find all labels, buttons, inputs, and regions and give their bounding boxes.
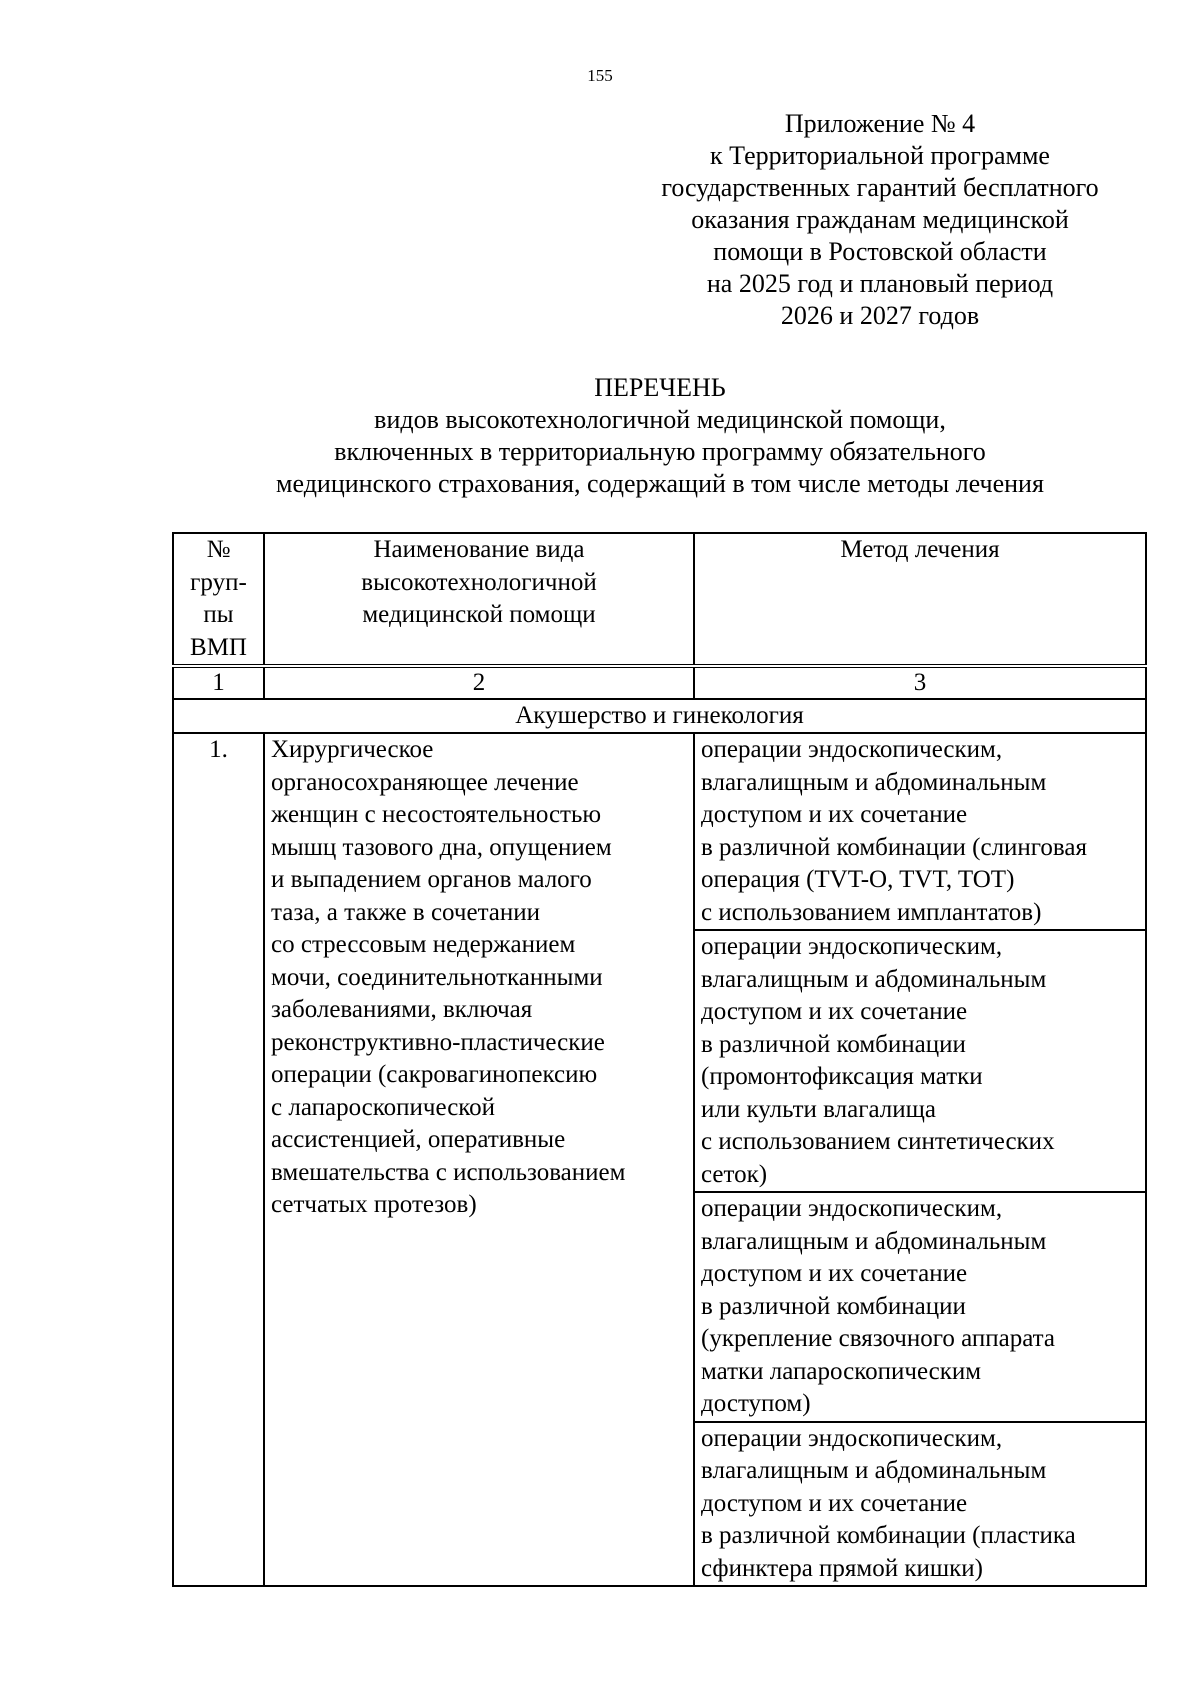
appendix-line: помощи в Ростовской области (713, 237, 1047, 266)
method-line: сфинктера прямой кишки) (701, 1554, 983, 1582)
vmp-name-line: вмешательства с использованием (271, 1158, 626, 1186)
method-line: операции эндоскопическим, (701, 1195, 1003, 1222)
appendix-line: оказания гражданам медицинской (691, 205, 1069, 234)
appendix-line: Приложение № 4 (784, 109, 976, 138)
method-line: с использованием синтетических (701, 1128, 1055, 1155)
header-vmp-name (264, 533, 694, 666)
vmp-name-line: женщин с несостоятельностью (271, 801, 602, 828)
vmp-name-line: заболеваниями, включая (271, 996, 533, 1023)
page-number: 155 (587, 66, 613, 85)
section-row (173, 699, 1146, 733)
method-line: влагалищным и абдоминальным (701, 965, 1047, 993)
group-number: 1. (173, 733, 264, 1586)
method-line: доступом) (701, 1390, 811, 1417)
vmp-name-line: со стрессовым недержанием (271, 931, 576, 958)
vmp-name-line: мышц тазового дна, опущением (271, 833, 612, 861)
appendix-line: к Территориальной программе (710, 141, 1050, 170)
method-line: (укрепление связочного аппарата (701, 1325, 1056, 1352)
title-heading: ПЕРЕЧЕНЬ (594, 373, 726, 402)
vmp-table (172, 532, 1147, 1587)
vmp-name-line: реконструктивно-пластические (271, 1028, 605, 1056)
method-line: в различной комбинации (701, 1030, 966, 1058)
column-number: 3 (694, 666, 1146, 699)
method-line: матки лапароскопическим (701, 1357, 982, 1385)
vmp-name-line: и выпадением органов малого (271, 866, 592, 893)
method-cell (694, 1422, 1146, 1587)
title-line: видов высокотехнологичной медицинской помощи, (374, 405, 946, 434)
vmp-name-line: с лапароскопической (271, 1093, 496, 1121)
appendix-line: на 2025 год и плановый период (706, 269, 1054, 298)
header-text: высокотехнологичной (361, 568, 597, 596)
header-text: медицинской помощи (362, 601, 596, 628)
column-number: 1 (173, 666, 264, 699)
method-line: в различной комбинации (слинговая (701, 833, 1087, 861)
vmp-name-line: ассистенцией, оперативные (271, 1126, 566, 1153)
method-line: операции эндоскопическим, (701, 933, 1003, 960)
column-number: 2 (264, 666, 694, 699)
document-title (0, 372, 1200, 500)
header-text: Метод лечения (840, 536, 1000, 563)
method-line: влагалищным и абдоминальным (701, 1457, 1047, 1484)
method-line: влагалищным и абдоминальным (701, 768, 1047, 796)
vmp-name-line: органосохраняющее лечение (271, 768, 579, 796)
header-treatment-method (694, 533, 1146, 666)
vmp-name-cell (264, 733, 694, 1586)
method-line: или культи влагалища (701, 1095, 936, 1123)
method-line: операция (TVT-O, TVT, TOT) (701, 866, 1015, 893)
title-line: включенных в территориальную программу обязательного (334, 437, 986, 466)
method-line: в различной комбинации (пластика (701, 1522, 1076, 1549)
method-line: доступом и их сочетание (701, 801, 968, 828)
appendix-line: 2026 и 2027 годов (780, 301, 980, 330)
method-line: доступом и их сочетание (701, 1260, 968, 1287)
vmp-name-line: Хирургическое (271, 736, 434, 763)
header-text: ВМП (190, 633, 247, 661)
method-line: с использованием имплантатов) (701, 898, 1042, 926)
section-title: Акушерство и гинекология (173, 699, 1146, 733)
method-cell (694, 1192, 1146, 1422)
vmp-name-line: операции (сакровагинопексию (271, 1061, 598, 1088)
method-line: доступом и их сочетание (701, 1489, 968, 1517)
method-line: сеток) (701, 1160, 768, 1188)
method-line: в различной комбинации (701, 1292, 966, 1320)
method-line: (промонтофиксация матки (701, 1063, 983, 1090)
vmp-name-line: мочи, соединительнотканными (271, 963, 603, 991)
column-numbering-row (173, 666, 1146, 699)
header-text: № (206, 536, 231, 563)
table-header-row (173, 533, 1146, 666)
header-text: Наименование вида (373, 536, 585, 563)
table-row (173, 733, 1146, 930)
method-line: операции эндоскопическим, (701, 1424, 1003, 1452)
method-cell (694, 930, 1146, 1192)
method-line: влагалищным и абдоминальным (701, 1227, 1047, 1255)
appendix-line: государственных гарантий бесплатного (661, 173, 1099, 202)
method-cell (694, 733, 1146, 930)
header-text: груп- (190, 568, 247, 596)
header-text: пы (203, 601, 234, 628)
vmp-name-line: сетчатых протезов) (271, 1191, 477, 1218)
appendix-block (620, 108, 1140, 332)
title-line: медицинского страхования, содержащий в том числе методы лечения (276, 469, 1044, 498)
method-line: операции эндоскопическим, (701, 736, 1003, 763)
vmp-name-line: таза, а также в сочетании (271, 898, 541, 926)
method-line: доступом и их сочетание (701, 998, 968, 1025)
header-group-number (173, 533, 264, 666)
